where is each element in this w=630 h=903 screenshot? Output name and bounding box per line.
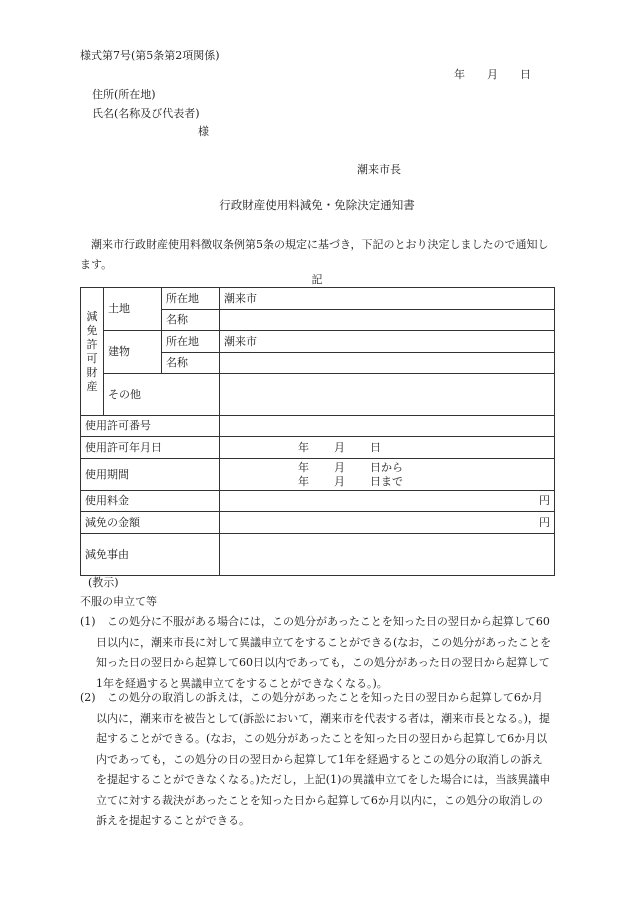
date-line: 年 月 日 <box>454 68 531 81</box>
land-label: 土地 <box>104 288 162 331</box>
ki-marker: 記 <box>311 273 323 286</box>
table-row <box>81 416 555 437</box>
table-row <box>81 374 555 416</box>
land-location-label: 所在地 <box>162 288 220 310</box>
building-name-label: 名称 <box>162 353 220 374</box>
form-number: 様式第7号(第5条第2項関係) <box>80 49 220 62</box>
item-number: (2) <box>80 691 96 704</box>
building-location-value: 潮来市 <box>220 331 555 353</box>
item-text: この処分に不服がある場合には，この処分があったことを知った日の翌日から起算して60日以内に，潮来市長に対して異議申立てをすることができる(なお，この処分があったことを知った日の翌日から起算して60日以内であっても，この処分があった日の翌日から起算して1年を経過すると異議申立てをすることができなくなる。)。 <box>96 615 552 690</box>
name-label: 氏名(名称及び代表者) <box>92 107 200 120</box>
table-row <box>81 512 555 534</box>
other-value <box>220 374 555 416</box>
instruction-item-2 <box>80 688 552 832</box>
permit-date-label: 使用許可年月日 <box>81 437 220 459</box>
item-text: この処分の取消しの訴えは，この処分があったことを知った日の翌日から起算して6か月以内に，潮来市を被告として(訴訟において，潮来市を代表する者は，潮来市長となる。)，提起することができる。(なお，この処分があったことを知った日の翌日から起算して6か月以内であっても，この処分の日の翌日から起算して1年を経過するとこの処分の取消しの訴えを提起することができなくなる。)ただし，上記(1)の異議申立てをした場合には，当該異議申立てに対する裁決があったことを知った日から起算して6か月以内に，この処分の取消しの訴えを提起することができる。 <box>96 691 551 827</box>
period-label: 使用期間 <box>81 459 220 491</box>
reduction-unit: 円 <box>220 512 555 534</box>
other-label: その他 <box>104 374 220 416</box>
land-name-value <box>220 310 555 331</box>
permit-number-label: 使用許可番号 <box>81 416 220 437</box>
issuer: 潮来市長 <box>357 163 401 176</box>
instruction-item-1 <box>80 612 552 694</box>
fee-unit: 円 <box>220 491 555 512</box>
fee-label: 使用料金 <box>81 491 220 512</box>
address-label: 住所(所在地) <box>92 88 156 101</box>
reason-value <box>220 534 555 576</box>
land-name-label: 名称 <box>162 310 220 331</box>
reason-label: 減免事由 <box>81 534 220 576</box>
intro-text: 潮来市行政財産使用料徴収条例第5条の規定に基づき，下記のとおり決定しましたので通知します。 <box>80 238 549 271</box>
permit-number-value <box>220 416 555 437</box>
property-label: 減 免 許 可 財 産 <box>81 288 104 416</box>
instruction-subheading: 不服の申立て等 <box>80 595 157 608</box>
period-value: 年 月 日から 年 月 日まで <box>220 459 555 491</box>
honorific: 様 <box>198 125 209 138</box>
reduction-label: 減免の金額 <box>81 512 220 534</box>
permit-table <box>80 287 555 576</box>
permit-date-value: 年 月 日 <box>220 437 555 459</box>
table-row <box>81 437 555 459</box>
table-row <box>81 459 555 491</box>
land-location-value: 潮来市 <box>220 288 555 310</box>
document-title: 行政財産使用料減免・免除決定通知書 <box>219 198 415 212</box>
building-location-label: 所在地 <box>162 331 220 353</box>
item-number: (1) <box>80 615 96 628</box>
table-row <box>81 288 555 310</box>
table-row <box>81 534 555 576</box>
instruction-heading: (教示) <box>88 576 119 589</box>
table-row <box>81 491 555 512</box>
building-label: 建物 <box>104 331 162 374</box>
table-row <box>81 331 555 353</box>
building-name-value <box>220 353 555 374</box>
